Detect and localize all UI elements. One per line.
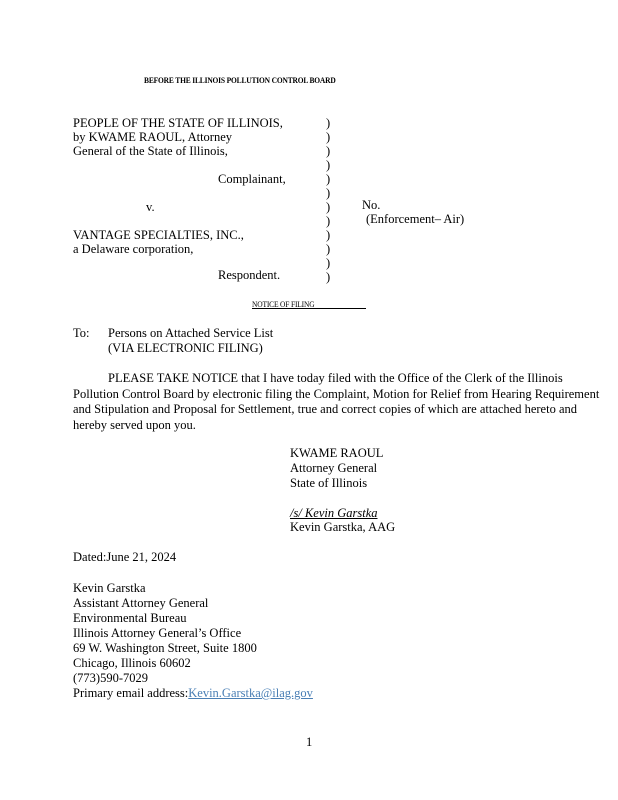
- paren: ): [326, 172, 331, 186]
- to-label: To:: [73, 326, 90, 340]
- paren: ): [326, 144, 331, 158]
- paren: ): [326, 270, 331, 284]
- contact-phone: (773)590-7029: [73, 671, 148, 685]
- dated-line: [73, 550, 176, 565]
- email-label: Primary email address:: [73, 686, 189, 700]
- dated-label: Dated:: [73, 550, 107, 564]
- plaintiff-line: by KWAME RAOUL, Attorney: [73, 130, 233, 144]
- versus-label: v.: [146, 200, 155, 214]
- respondent-label: Respondent.: [218, 268, 281, 282]
- sig-name: KWAME RAOUL: [290, 446, 384, 460]
- email-link[interactable]: Kevin.Garstka@ilag.gov: [188, 686, 313, 700]
- contact-office: Illinois Attorney General’s Office: [73, 626, 242, 640]
- case-number-label: No.: [362, 198, 381, 212]
- paren: ): [326, 130, 331, 144]
- paren: ): [326, 242, 331, 256]
- paren: ): [326, 200, 331, 214]
- page-number: 1: [306, 735, 313, 749]
- plaintiff-line: General of the State of Illinois,: [73, 144, 228, 158]
- plaintiff-line: PEOPLE OF THE STATE OF ILLINOIS,: [73, 116, 283, 130]
- paren: ): [326, 158, 331, 172]
- paren: ): [326, 214, 331, 228]
- contact-email-line: [73, 686, 313, 701]
- notice-paragraph: [73, 371, 609, 433]
- contact-name: Kevin Garstka: [73, 581, 146, 595]
- defendant-line: a Delaware corporation,: [73, 242, 194, 256]
- defendant-block: [73, 228, 244, 256]
- contact-city: Chicago, Illinois 60602: [73, 656, 191, 670]
- to-recipients: [108, 326, 273, 356]
- dated-date: June 21, 2024: [106, 550, 177, 564]
- case-type: (Enforcement– Air): [366, 212, 465, 226]
- notice-paragraph-text: PLEASE TAKE NOTICE that I have today filed with the Office of the Clerk of the Illinois Pollution Control Board by electronic filing the Complaint, Motion for Relief from Hearing Requirement and Stipulation and Proposal for Settlement, true and correct copies of which are attached hereto and hereby served upon you.: [73, 371, 600, 432]
- sig-title: Attorney General: [290, 461, 378, 475]
- notice-title-underline: [252, 308, 366, 309]
- contact-street: 69 W. Washington Street, Suite 1800: [73, 641, 257, 655]
- to-line: (VIA ELECTRONIC FILING): [108, 341, 263, 355]
- contact-title: Assistant Attorney General: [73, 596, 209, 610]
- paren: ): [326, 186, 331, 200]
- defendant-line: VANTAGE SPECIALTIES, INC.,: [73, 228, 244, 242]
- electronic-signature: /s/ Kevin Garstka: [290, 506, 378, 520]
- sig-state: State of Illinois: [290, 476, 368, 490]
- board-heading: BEFORE THE ILLINOIS POLLUTION CONTROL BOARD: [144, 75, 336, 85]
- plaintiff-block: [73, 116, 283, 158]
- notice-title: NOTICE OF FILING: [252, 299, 315, 309]
- paren: ): [326, 116, 331, 130]
- paren: ): [326, 228, 331, 242]
- complainant-label: Complainant,: [218, 172, 286, 186]
- signature-block: [290, 446, 383, 491]
- caption-parenthesis-column: [326, 116, 334, 284]
- contact-bureau: Environmental Bureau: [73, 611, 187, 625]
- paren: ): [326, 256, 331, 270]
- contact-block: [73, 581, 313, 701]
- to-line: Persons on Attached Service List: [108, 326, 274, 340]
- signer-name: Kevin Garstka, AAG: [290, 520, 396, 534]
